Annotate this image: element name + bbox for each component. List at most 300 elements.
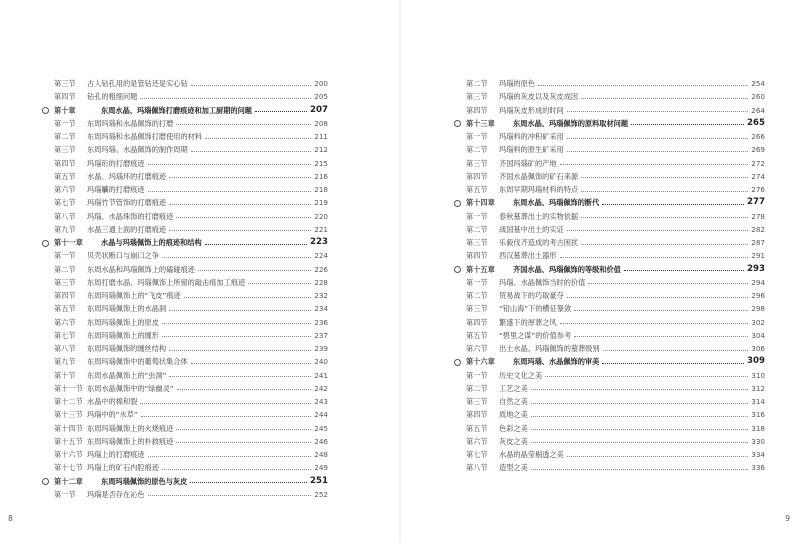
dot-leader <box>581 97 748 99</box>
entry-number: 第九节 <box>54 224 76 234</box>
entry-indent <box>38 316 54 329</box>
entry-page-number: 264 <box>751 105 765 115</box>
toc-section-entry <box>38 130 328 143</box>
dot-leader <box>162 468 311 470</box>
toc-section-entry <box>38 316 328 329</box>
entry-indent <box>38 289 54 302</box>
entry-number: 第四节 <box>54 92 76 102</box>
entry-indent <box>38 210 54 223</box>
entry-number: 第十七节 <box>54 463 83 473</box>
entry-number: 第八节 <box>54 344 76 353</box>
entry-indent <box>450 461 466 474</box>
entry-page-number: 306 <box>751 344 765 353</box>
entry-page-number: 336 <box>751 463 765 473</box>
toc-section-entry <box>38 488 328 501</box>
dot-leader <box>567 296 749 298</box>
entry-title: 东周玛瑙佩饰中的葡萄状集合体 <box>87 357 188 367</box>
entry-number: 第八节 <box>54 211 76 221</box>
dot-leader <box>148 494 312 496</box>
dot-leader <box>538 84 748 86</box>
dot-leader <box>148 455 312 457</box>
entry-number: 第三节 <box>466 158 488 168</box>
toc-section-entry <box>38 422 328 435</box>
entry-indent <box>38 422 54 435</box>
dot-leader <box>141 415 312 417</box>
toc-section-entry <box>450 448 765 461</box>
entry-indent <box>450 104 466 117</box>
toc-section-entry <box>450 143 765 156</box>
entry-title: 齐国水晶、玛瑙佩饰的等级和价值 <box>513 264 621 274</box>
entry-title: 玛瑙上的矿石内腔痕迹 <box>87 463 159 473</box>
toc-section-entry <box>450 369 765 382</box>
dot-leader <box>560 322 749 324</box>
entry-number: 第十节 <box>54 370 76 380</box>
entry-page-number: 302 <box>751 317 765 327</box>
dot-leader <box>531 428 749 430</box>
entry-indent <box>38 382 54 395</box>
dot-leader <box>560 163 749 165</box>
dot-leader <box>198 269 311 271</box>
dot-leader <box>567 110 749 112</box>
dot-leader <box>531 415 749 417</box>
toc-list-right <box>450 77 765 475</box>
dot-leader <box>148 190 312 192</box>
toc-section-entry <box>38 461 328 474</box>
toc-chapter-entry <box>38 475 328 488</box>
toc-section-entry <box>38 302 328 315</box>
toc-section-entry <box>450 223 765 236</box>
toc-section-entry <box>38 183 328 196</box>
toc-section-entry <box>38 249 328 262</box>
entry-indent <box>38 143 54 156</box>
toc-section-entry <box>450 210 765 223</box>
entry-number: 第六节 <box>54 185 76 194</box>
dot-leader <box>169 176 311 178</box>
entry-indent <box>38 223 54 236</box>
entry-number: 第五节 <box>466 330 488 340</box>
entry-page-number: 212 <box>314 145 328 155</box>
dot-leader <box>581 190 748 192</box>
toc-section-entry <box>450 130 765 143</box>
entry-number: 第六节 <box>54 317 76 327</box>
toc-section-entry <box>450 382 765 395</box>
entry-indent <box>450 395 466 408</box>
entry-title: 齐国水晶佩饰的矿石来源 <box>499 171 579 181</box>
entry-indent <box>450 170 466 183</box>
toc-section-entry <box>450 104 765 117</box>
entry-indent <box>450 342 466 355</box>
entry-number: 第十三章 <box>466 118 495 128</box>
entry-page-number: 274 <box>751 171 765 181</box>
dot-leader <box>560 256 749 258</box>
toc-section-entry <box>38 369 328 382</box>
entry-indent <box>450 302 466 315</box>
entry-title: 东周玛瑙佩饰上的火烧痕迹 <box>87 423 174 433</box>
dot-leader <box>162 335 311 337</box>
entry-title: 东周玛瑙、水晶佩饰的制作周期 <box>87 145 188 155</box>
entry-number: 第二节 <box>466 224 488 234</box>
entry-indent <box>38 355 54 368</box>
entry-page-number: 266 <box>751 132 765 141</box>
dot-leader <box>602 362 744 364</box>
entry-page-number: 272 <box>751 158 765 168</box>
entry-page-number: 223 <box>310 237 328 247</box>
toc-section-entry <box>38 342 328 355</box>
entry-number: 第二节 <box>466 291 488 300</box>
toc-chapter-entry <box>450 117 765 130</box>
dot-leader <box>248 282 311 284</box>
entry-page-number: 254 <box>751 79 765 88</box>
dot-leader <box>581 216 748 218</box>
entry-page-number: 236 <box>314 317 328 327</box>
entry-page-number: 312 <box>751 383 765 393</box>
toc-section-entry <box>38 77 328 90</box>
entry-title: 东周玛瑙佩饰上的缠形 <box>87 330 159 340</box>
entry-page-number: 220 <box>314 211 328 221</box>
entry-title: 东周玛瑙佩饰的缠丝结构 <box>87 344 167 353</box>
entry-page-number: 291 <box>751 251 765 261</box>
chapter-bullet-icon <box>450 196 466 209</box>
toc-section-entry <box>38 157 328 170</box>
entry-title: 东周玛瑙和水晶佩饰的打磨 <box>87 118 174 128</box>
entry-page-number: 269 <box>751 145 765 155</box>
dot-leader <box>631 123 744 125</box>
page-number-left: 8 <box>8 514 13 523</box>
entry-number: 第十二章 <box>54 476 83 486</box>
toc-section-entry <box>450 90 765 103</box>
entry-number: 第十六节 <box>54 450 83 459</box>
entry-title: 工艺之美 <box>499 383 528 393</box>
entry-title: 东周玛瑙佩饰上的“飞皮”痕迹 <box>87 291 181 300</box>
entry-title: 玛瑙是否存在沁色 <box>87 489 145 499</box>
entry-page-number: 215 <box>314 158 328 168</box>
entry-number: 第七节 <box>54 198 76 208</box>
entry-indent <box>38 448 54 461</box>
entry-indent <box>38 369 54 382</box>
entry-indent <box>450 210 466 223</box>
entry-page-number: 248 <box>314 450 328 459</box>
entry-number: 第一节 <box>466 277 488 287</box>
toc-section-entry <box>450 157 765 170</box>
entry-page-number: 239 <box>314 344 328 353</box>
dot-leader <box>567 455 749 457</box>
entry-indent <box>450 422 466 435</box>
entry-indent <box>38 276 54 289</box>
dot-leader <box>205 243 307 245</box>
toc-section-entry <box>450 435 765 448</box>
entry-page-number: 287 <box>751 238 765 247</box>
entry-title: 东周水晶、玛瑙佩饰的原料取材问题 <box>513 118 629 128</box>
entry-page-number: 243 <box>314 397 328 406</box>
entry-indent <box>38 435 54 448</box>
entry-page-number: 208 <box>314 118 328 128</box>
entry-title: 玛瑙的原色 <box>499 79 535 88</box>
entry-indent <box>450 143 466 156</box>
entry-number: 第十四节 <box>54 423 83 433</box>
entry-number: 第四节 <box>54 291 76 300</box>
dot-leader <box>191 362 312 364</box>
dot-leader <box>191 150 312 152</box>
entry-page-number: 252 <box>314 489 328 499</box>
entry-indent <box>38 130 54 143</box>
dot-leader <box>169 375 311 377</box>
toc-section-entry <box>38 395 328 408</box>
entry-page-number: 224 <box>314 251 328 261</box>
entry-title: 东周水晶佩饰上的“虫洞” <box>87 370 167 380</box>
entry-page-number: 245 <box>314 423 328 433</box>
entry-number: 第四节 <box>466 317 488 327</box>
entry-number: 第四节 <box>466 410 488 420</box>
dot-leader <box>581 176 748 178</box>
entry-page-number: 298 <box>751 304 765 314</box>
entry-indent <box>38 170 54 183</box>
entry-number: 第一节 <box>54 251 76 261</box>
dot-leader <box>184 296 312 298</box>
toc-list-left <box>38 77 328 501</box>
entry-indent <box>450 77 466 90</box>
entry-title: 古人钻孔用的是管钻还是实心钻 <box>87 79 188 88</box>
entry-number: 第四节 <box>466 105 488 115</box>
entry-indent <box>38 302 54 315</box>
entry-page-number: 246 <box>314 436 328 446</box>
toc-section-entry <box>450 408 765 421</box>
entry-number: 第二节 <box>466 79 488 88</box>
entry-page-number: 314 <box>751 397 765 406</box>
toc-section-entry <box>38 223 328 236</box>
dot-leader <box>177 388 312 390</box>
entry-title: 自然之美 <box>499 397 528 406</box>
dot-leader <box>574 309 748 311</box>
toc-section-entry <box>450 329 765 342</box>
entry-title: 出土水晶、玛瑙佩饰的墓葬级别 <box>499 344 600 353</box>
entry-indent <box>450 183 466 196</box>
dot-leader <box>140 97 311 99</box>
entry-page-number: 304 <box>751 330 765 340</box>
entry-indent <box>450 157 466 170</box>
entry-page-number: 309 <box>747 356 765 367</box>
entry-number: 第一节 <box>466 132 488 141</box>
dot-leader <box>191 84 312 86</box>
entry-title: 贸易战下的巧取豪夺 <box>499 291 564 300</box>
dot-leader <box>255 110 307 112</box>
toc-section-entry <box>38 355 328 368</box>
toc-section-entry <box>38 143 328 156</box>
dot-leader <box>176 441 311 443</box>
entry-indent <box>38 461 54 474</box>
entry-number: 第八节 <box>466 463 488 473</box>
entry-number: 第十五章 <box>466 264 495 274</box>
entry-number: 第三节 <box>466 238 488 247</box>
entry-indent <box>450 236 466 249</box>
entry-page-number: 219 <box>314 198 328 208</box>
entry-page-number: 310 <box>751 370 765 380</box>
dot-leader <box>567 150 749 152</box>
dot-leader <box>176 428 311 430</box>
entry-page-number: 242 <box>314 383 328 393</box>
entry-title: 东周水晶、玛瑙佩饰的断代 <box>513 198 600 208</box>
entry-number: 第五节 <box>54 304 76 314</box>
dot-leader <box>169 229 311 231</box>
entry-page-number: 240 <box>314 357 328 367</box>
entry-number: 第二节 <box>54 264 76 274</box>
dot-leader <box>190 481 307 483</box>
dot-leader <box>567 229 749 231</box>
toc-chapter-entry <box>450 263 765 276</box>
entry-number: 第一节 <box>466 211 488 221</box>
entry-number: 第四节 <box>466 171 488 181</box>
entry-title: 色彩之美 <box>499 423 528 433</box>
toc-section-entry <box>450 461 765 474</box>
entry-title: “碧里之谋”的价值参考 <box>499 330 572 340</box>
toc-section-entry <box>38 435 328 448</box>
dot-leader <box>581 243 748 245</box>
entry-indent <box>450 130 466 143</box>
entry-title: 水晶与玛瑙佩饰上的痕迹和结构 <box>101 238 202 247</box>
entry-number: 第七节 <box>54 330 76 340</box>
chapter-bullet-icon <box>38 236 54 249</box>
entry-page-number: 251 <box>310 475 328 486</box>
entry-indent <box>38 90 54 103</box>
entry-title: 玛瑙、水晶珠饰的打磨痕迹 <box>87 211 174 221</box>
dot-leader <box>162 256 311 258</box>
entry-indent <box>450 90 466 103</box>
entry-number: 第六节 <box>466 436 488 446</box>
entry-title: 东周玛瑙佩饰上的原皮 <box>87 317 159 327</box>
entry-number: 第三节 <box>54 145 76 155</box>
entry-number: 第十二节 <box>54 397 83 406</box>
entry-number: 第三节 <box>466 397 488 406</box>
entry-title: “铅山海”下的横征暴敛 <box>499 304 572 314</box>
dot-leader <box>169 309 311 311</box>
entry-page-number: 265 <box>747 117 765 128</box>
entry-page-number: 211 <box>314 132 328 141</box>
entry-page-number: 200 <box>314 79 328 88</box>
entry-number: 第二节 <box>466 145 488 155</box>
entry-title: 玛瑙料的原生矿采用 <box>499 145 564 155</box>
entry-indent <box>450 316 466 329</box>
entry-page-number: 296 <box>751 291 765 300</box>
entry-page-number: 334 <box>751 450 765 459</box>
entry-page-number: 316 <box>751 410 765 420</box>
toc-section-entry <box>450 236 765 249</box>
entry-page-number: 276 <box>751 185 765 194</box>
entry-title: 玛瑙料的冲积矿采用 <box>499 132 564 141</box>
entry-title: 玛瑙珩的打磨痕迹 <box>87 158 145 168</box>
toc-section-entry <box>38 448 328 461</box>
toc-chapter-entry <box>38 104 328 117</box>
entry-number: 第五节 <box>466 185 488 194</box>
entry-number: 第三节 <box>54 79 76 88</box>
entry-page-number: 205 <box>314 92 328 102</box>
entry-page-number: 232 <box>314 291 328 300</box>
toc-chapter-entry <box>450 196 765 209</box>
entry-indent <box>450 223 466 236</box>
entry-title: 东周水晶和玛瑙佩饰上的磕碰痕迹 <box>87 264 195 274</box>
entry-number: 第一节 <box>466 370 488 380</box>
page-number-right: 9 <box>785 514 790 523</box>
entry-indent <box>450 435 466 448</box>
entry-title: 齐国玛瑙矿的产地 <box>499 158 557 168</box>
dot-leader <box>531 468 749 470</box>
entry-title: 玛瑙上的打磨痕迹 <box>87 450 145 459</box>
entry-number: 第四节 <box>466 251 488 261</box>
entry-indent <box>38 196 54 209</box>
entry-number: 第六节 <box>466 344 488 353</box>
dot-leader <box>567 137 749 139</box>
entry-page-number: 218 <box>314 185 328 194</box>
entry-page-number: 221 <box>314 224 328 234</box>
entry-page-number: 294 <box>751 277 765 287</box>
dot-leader <box>603 349 749 351</box>
entry-page-number: 228 <box>314 277 328 287</box>
entry-indent <box>38 117 54 130</box>
entry-page-number: 278 <box>751 211 765 221</box>
chapter-bullet-icon <box>38 475 54 488</box>
entry-page-number: 330 <box>751 436 765 446</box>
entry-indent <box>38 77 54 90</box>
entry-page-number: 293 <box>747 263 765 274</box>
entry-number: 第一节 <box>54 489 76 499</box>
entry-indent <box>450 448 466 461</box>
entry-indent <box>38 249 54 262</box>
entry-indent <box>450 382 466 395</box>
entry-title: 造型之美 <box>499 463 528 473</box>
entry-number: 第三节 <box>466 92 488 102</box>
entry-title: 玛瑙中的“水草” <box>87 410 138 420</box>
chapter-bullet-icon <box>450 117 466 130</box>
entry-title: 玛瑙竹节管饰的打磨痕迹 <box>87 198 167 208</box>
dot-leader <box>140 402 311 404</box>
dot-leader <box>602 203 744 205</box>
entry-title: 西汉墓葬出土器形 <box>499 251 557 261</box>
dot-leader <box>148 163 312 165</box>
entry-number: 第九节 <box>54 357 76 367</box>
entry-number: 第十五节 <box>54 436 83 446</box>
entry-title: 玛瑙灰皮形成的时间 <box>499 105 564 115</box>
entry-title: 玛瑙的灰皮以及灰皮成因 <box>499 92 579 102</box>
dot-leader <box>624 269 744 271</box>
entry-title: 水晶、玛瑙环的打磨痕迹 <box>87 171 167 181</box>
dot-leader <box>531 441 749 443</box>
entry-page-number: 226 <box>314 264 328 274</box>
toc-section-entry <box>38 289 328 302</box>
toc-section-entry <box>450 276 765 289</box>
entry-indent <box>450 408 466 421</box>
toc-section-entry <box>450 77 765 90</box>
toc-section-entry <box>450 289 765 302</box>
toc-section-entry <box>450 249 765 262</box>
chapter-bullet-icon <box>38 104 54 117</box>
entry-title: 繁盛下的厚葬之风 <box>499 317 557 327</box>
toc-chapter-entry <box>450 355 765 368</box>
entry-page-number: 260 <box>751 92 765 102</box>
entry-title: 东周玛瑙佩饰上的水晶洞 <box>87 304 167 314</box>
entry-title: 水晶三通上面的打磨痕迹 <box>87 224 167 234</box>
entry-title: 乐毅伐齐造成的考古困扰 <box>499 238 579 247</box>
dot-leader <box>531 402 749 404</box>
dot-leader <box>169 203 311 205</box>
entry-indent <box>38 329 54 342</box>
toc-section-entry <box>450 183 765 196</box>
toc-section-entry <box>450 342 765 355</box>
entry-title: 水晶中的棉和裂 <box>87 397 138 406</box>
entry-indent <box>38 183 54 196</box>
entry-number: 第三节 <box>54 277 76 287</box>
entry-title: 质地之美 <box>499 410 528 420</box>
entry-title: 水晶的晶莹剔透之美 <box>499 450 564 459</box>
entry-title: 东周玛瑙和水晶佩饰打磨使用的材料 <box>87 132 203 141</box>
entry-number: 第十章 <box>54 105 76 115</box>
